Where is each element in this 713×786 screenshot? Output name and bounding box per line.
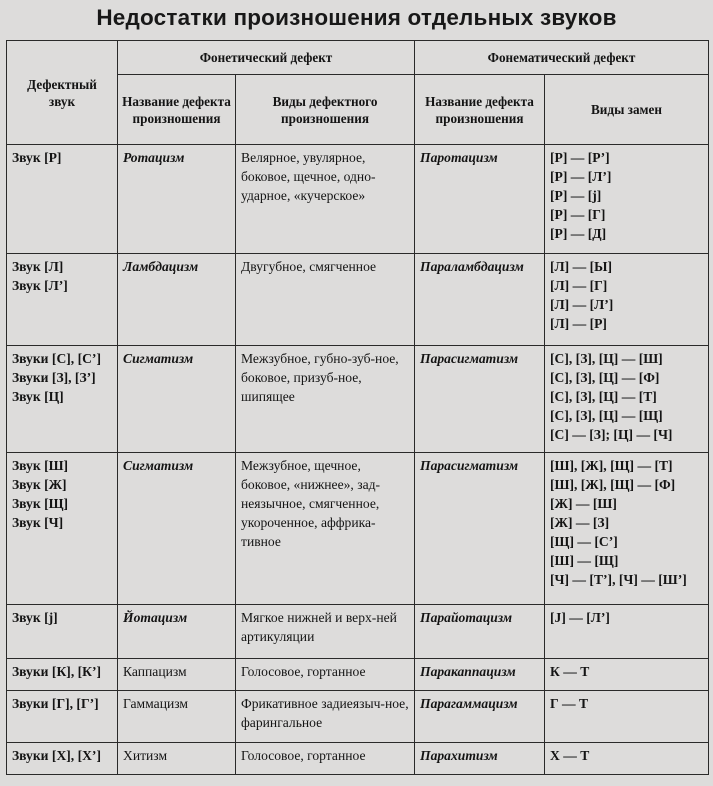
substitution: [J] — [Л’]	[550, 610, 610, 625]
sound-label: Звук [Л]	[12, 259, 64, 274]
substitution: [Р] — [j]	[550, 188, 602, 203]
substitution: [Л] — [Ы]	[550, 259, 612, 274]
substitutions-cell	[545, 691, 709, 743]
phonetic-types-cell	[236, 145, 415, 254]
sound-label: Звук [j]	[12, 610, 58, 625]
substitution: [Ш], [Ж], [Щ] — [Т]	[550, 458, 673, 473]
substitution: [Ж] — [Ш]	[550, 496, 617, 511]
sound-label: Звуки [Х], [Х’]	[12, 748, 101, 763]
table-row	[7, 743, 709, 775]
sound-label: Звуки [С], [С’]	[12, 351, 101, 366]
substitution: [Л] — [Л’]	[550, 297, 614, 312]
defect-sound-cell	[7, 659, 118, 691]
phonetic-name-cell: Каппацизм	[118, 659, 236, 691]
header-defect-types: Виды дефектного произношения	[236, 75, 415, 145]
substitution: [Р] — [Р’]	[550, 150, 610, 165]
sound-label: Звук [Ш]	[12, 458, 69, 473]
phonematic-name-cell: Парагаммацизм	[415, 691, 545, 743]
substitution: [Р] — [Л’]	[550, 169, 612, 184]
substitution: [Р] — [Г]	[550, 207, 606, 222]
sound-label: Звуки [К], [К’]	[12, 664, 102, 679]
substitution: [С] — [З]; [Ц] — [Ч]	[550, 427, 673, 442]
phonetic-name-cell: Гаммацизм	[118, 691, 236, 743]
sound-label: Звук [Щ]	[12, 496, 69, 511]
phonematic-name-cell: Парасигматизм	[415, 453, 545, 605]
page-title: Недостатки произношения отдельных звуков	[96, 5, 617, 30]
phonetic-name-cell: Хитизм	[118, 743, 236, 775]
substitution: [Ш] — [Щ]	[550, 553, 619, 568]
phonetic-types-text: Фрикативное задиеязыч-ное, фарингальное	[241, 696, 409, 730]
substitution: [Ж] — [З]	[550, 515, 610, 530]
phonetic-types-text: Велярное, увулярное, боковое, щечное, одно-ударное, «кучерское»	[241, 150, 376, 203]
phonematic-name-cell: Парасигматизм	[415, 346, 545, 453]
header-phonetic-defect: Фонетический дефект	[118, 41, 415, 75]
header-defect-name: Название дефекта произношения	[118, 75, 236, 145]
phonematic-name-cell: Паракаппацизм	[415, 659, 545, 691]
phonetic-types-cell	[236, 659, 415, 691]
substitution: [Ч] — [Т’], [Ч] — [Ш’]	[550, 572, 687, 587]
phonetic-name-cell: Сигматизм	[118, 453, 236, 605]
sound-label: Звуки [З], [З’]	[12, 370, 96, 385]
substitutions-cell	[545, 145, 709, 254]
header-phonematic-defect: Фонематический дефект	[415, 41, 709, 75]
phonematic-name-cell: Паротацизм	[415, 145, 545, 254]
substitution: [С], [З], [Ц] — [Ш]	[550, 351, 663, 366]
substitutions-cell	[545, 346, 709, 453]
substitutions-cell	[545, 659, 709, 691]
substitutions-cell	[545, 605, 709, 659]
table-row	[7, 659, 709, 691]
phonetic-types-cell	[236, 743, 415, 775]
substitution: [Л] — [Г]	[550, 278, 608, 293]
header-defect-name-2: Название дефекта произношения	[415, 75, 545, 145]
header-defect-sound: Дефектный звук	[7, 41, 118, 145]
phonematic-name-cell: Парахитизм	[415, 743, 545, 775]
phonetic-types-cell	[236, 691, 415, 743]
defect-sound-cell	[7, 743, 118, 775]
sound-label: Звук [Ж]	[12, 477, 67, 492]
sound-label: Звук [Ц]	[12, 389, 64, 404]
sound-label: Звук [Ч]	[12, 515, 64, 530]
defect-sound-cell	[7, 691, 118, 743]
table-row	[7, 145, 709, 254]
substitution: [Щ] — [С’]	[550, 534, 618, 549]
table-row	[7, 605, 709, 659]
defect-sound-cell	[7, 453, 118, 605]
phonetic-types-cell	[236, 605, 415, 659]
phonetic-name-cell: Йотацизм	[118, 605, 236, 659]
substitution: [Ш], [Ж], [Щ] — [Ф]	[550, 477, 676, 492]
substitution: Х — Т	[550, 748, 590, 763]
sound-label: Звуки [Г], [Г’]	[12, 696, 99, 711]
phonetic-types-text: Мягкое нижней и верх-ней артикуляции	[241, 610, 397, 644]
sound-label: Звук [Р]	[12, 150, 62, 165]
defect-sound-cell	[7, 145, 118, 254]
phonetic-types-text: Голосовое, гортанное	[241, 748, 366, 763]
phonetic-types-cell	[236, 453, 415, 605]
substitution: К — Т	[550, 664, 590, 679]
substitutions-cell	[545, 254, 709, 346]
pronunciation-defects-table	[6, 40, 709, 775]
substitutions-cell	[545, 743, 709, 775]
substitution: [С], [З], [Ц] — [Т]	[550, 389, 657, 404]
table-row	[7, 453, 709, 605]
sound-label: Звук [Л’]	[12, 278, 68, 293]
substitution: [С], [З], [Ц] — [Ф]	[550, 370, 660, 385]
defect-sound-cell	[7, 254, 118, 346]
table-row	[7, 346, 709, 453]
phonetic-name-cell: Сигматизм	[118, 346, 236, 453]
phonetic-name-cell: Ротацизм	[118, 145, 236, 254]
phonetic-types-cell	[236, 346, 415, 453]
defect-sound-cell	[7, 346, 118, 453]
phonetic-types-text: Межзубное, губно-зуб-ное, боковое, призуб-ное, шипящее	[241, 351, 399, 404]
phonetic-name-cell: Ламбдацизм	[118, 254, 236, 346]
substitution: [Р] — [Д]	[550, 226, 607, 241]
substitution: [С], [З], [Ц] — [Щ]	[550, 408, 663, 423]
phonetic-types-text: Межзубное, щечное, боковое, «нижнее», зад-неязычное, смягченное, укороченное, аффрика-тивное	[241, 458, 381, 549]
phonematic-name-cell: Параламбдацизм	[415, 254, 545, 346]
table-row	[7, 691, 709, 743]
defect-sound-cell	[7, 605, 118, 659]
substitution: Г — Т	[550, 696, 589, 711]
phonetic-types-cell	[236, 254, 415, 346]
substitution: [Л] — [Р]	[550, 316, 607, 331]
phonematic-name-cell: Парайотацизм	[415, 605, 545, 659]
table-row	[7, 254, 709, 346]
phonetic-types-text: Двугубное, смягченное	[241, 259, 377, 274]
phonetic-types-text: Голосовое, гортанное	[241, 664, 366, 679]
substitutions-cell	[545, 453, 709, 605]
header-substitution-types: Виды замен	[545, 75, 709, 145]
